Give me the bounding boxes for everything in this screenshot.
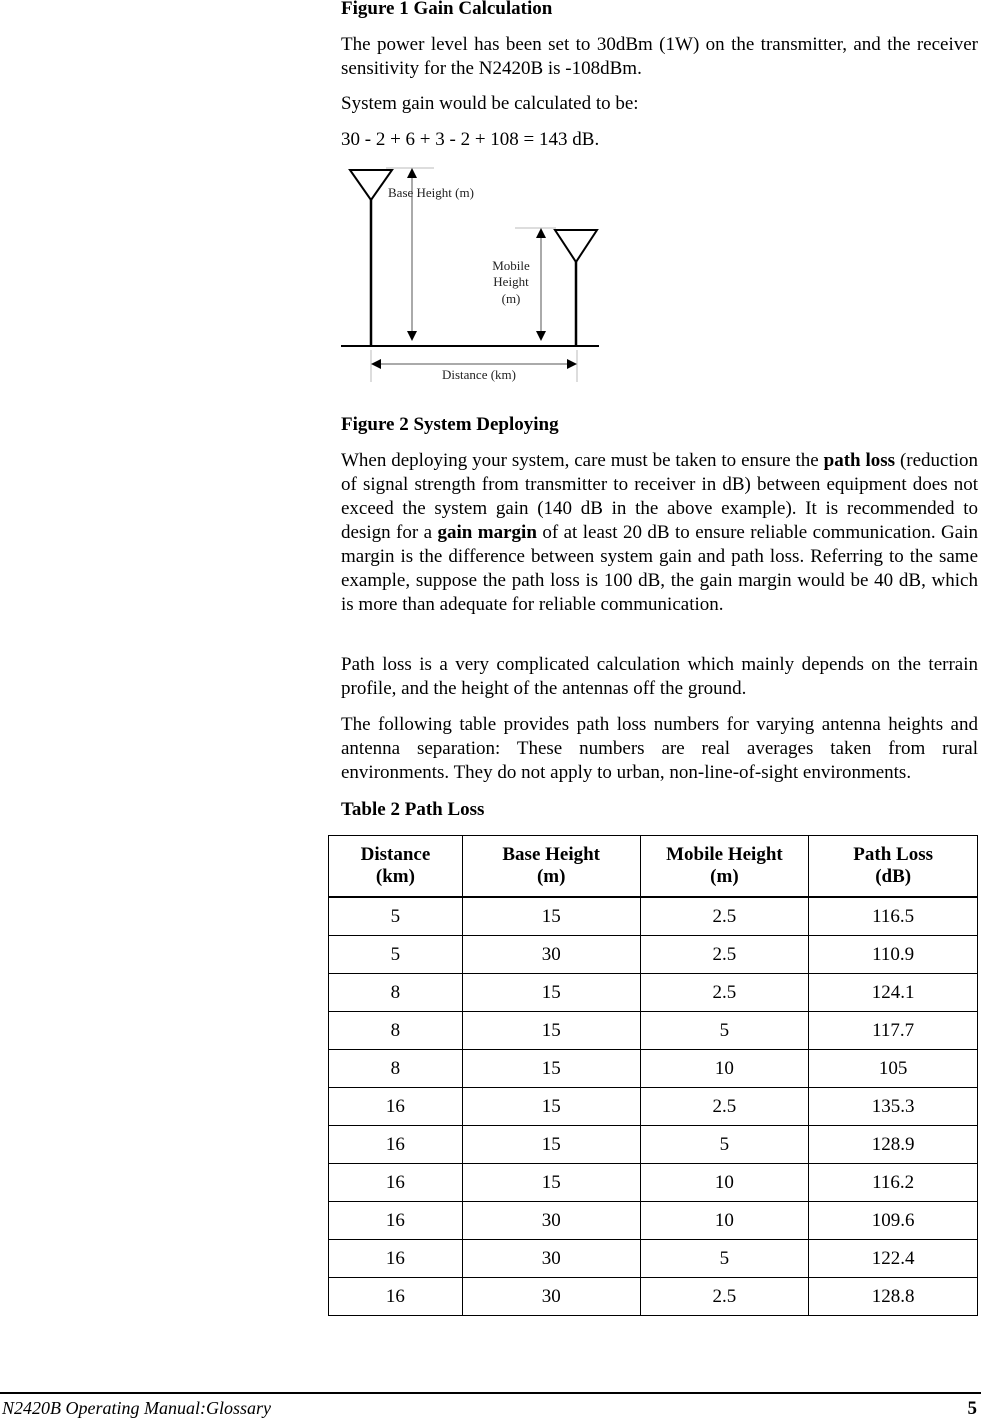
cell-distance: 8 — [329, 1050, 463, 1088]
cell-distance: 16 — [329, 1088, 463, 1126]
path-loss-paragraph — [341, 449, 978, 617]
table-header-row — [329, 836, 978, 898]
system-gain-equation: 30 - 2 + 6 + 3 - 2 + 108 = 143 dB. — [341, 129, 600, 150]
table-row — [329, 1050, 978, 1088]
terrain-paragraph: Path loss is a very complicated calculation which mainly depends on the terrain profile, and the height of the antennas off the ground. — [341, 654, 978, 699]
cell-path-loss: 116.2 — [809, 1164, 978, 1202]
cell-base-height: 15 — [462, 1012, 640, 1050]
table-row — [329, 1202, 978, 1240]
cell-base-height: 15 — [462, 1164, 640, 1202]
cell-base-height: 30 — [462, 936, 640, 974]
gain-margin-term: gain margin — [437, 522, 537, 543]
system-deploying-diagram — [341, 160, 611, 390]
cell-path-loss: 122.4 — [809, 1240, 978, 1278]
cell-distance: 8 — [329, 974, 463, 1012]
cell-distance: 5 — [329, 897, 463, 936]
table-row — [329, 1126, 978, 1164]
cell-mobile-height: 2.5 — [640, 897, 809, 936]
mobile-height-label-line-3: (m) — [501, 291, 521, 306]
cell-mobile-height: 5 — [640, 1126, 809, 1164]
path-loss-text-2: (reduction of signal strength from transmitter to receiver in dB) between equipment does not exceed the system gain (140 dB in the above example). It is recommended to design for a — [341, 450, 979, 543]
cell-base-height: 30 — [462, 1240, 640, 1278]
cell-mobile-height: 10 — [640, 1202, 809, 1240]
header-base-height: Base Height (m) — [462, 836, 640, 898]
table-body — [329, 897, 978, 1316]
cell-path-loss: 135.3 — [809, 1088, 978, 1126]
table-intro-paragraph: The following table provides path loss numbers for varying antenna heights and antenna separation: These numbers are real averages taken from rural environments. They do not apply to urban, non-line-of-sight environments. — [341, 714, 978, 783]
cell-base-height: 15 — [462, 1088, 640, 1126]
figure-1-caption: Figure 1 Gain Calculation — [341, 0, 553, 19]
table-row — [329, 1278, 978, 1316]
path-loss-table — [328, 835, 978, 1316]
cell-base-height: 30 — [462, 1278, 640, 1316]
header-path-loss: Path Loss (dB) — [809, 836, 978, 898]
base-height-label: Base Height (m) — [388, 185, 474, 200]
cell-base-height: 15 — [462, 897, 640, 936]
page-number: 5 — [967, 1398, 977, 1419]
path-loss-term: path loss — [823, 450, 896, 471]
cell-distance: 16 — [329, 1278, 463, 1316]
distance-label: Distance (km) — [441, 367, 517, 382]
cell-mobile-height: 5 — [640, 1240, 809, 1278]
system-gain-intro: System gain would be calculated to be: — [341, 93, 639, 114]
cell-base-height: 15 — [462, 1126, 640, 1164]
footer-divider — [0, 1392, 981, 1394]
path-loss-text-1: When deploying your system, care must be taken to ensure the — [341, 450, 824, 471]
cell-path-loss: 128.9 — [809, 1126, 978, 1164]
cell-path-loss: 105 — [809, 1050, 978, 1088]
cell-mobile-height: 10 — [640, 1050, 809, 1088]
power-level-paragraph: The power level has been set to 30dBm (1W) on the transmitter, and the receiver sensitivity for the N2420B is -108dBm. — [341, 34, 978, 79]
cell-distance: 8 — [329, 1012, 463, 1050]
table-row — [329, 1164, 978, 1202]
cell-distance: 16 — [329, 1126, 463, 1164]
header-distance: Distance (km) — [329, 836, 463, 898]
cell-mobile-height: 2.5 — [640, 1088, 809, 1126]
cell-path-loss: 124.1 — [809, 974, 978, 1012]
cell-mobile-height: 10 — [640, 1164, 809, 1202]
cell-path-loss: 128.8 — [809, 1278, 978, 1316]
header-mobile-height: Mobile Height (m) — [640, 836, 809, 898]
table-row — [329, 1240, 978, 1278]
cell-base-height: 15 — [462, 974, 640, 1012]
mobile-antenna-icon — [555, 230, 597, 346]
cell-distance: 5 — [329, 936, 463, 974]
cell-distance: 16 — [329, 1202, 463, 1240]
footer-document-title: N2420B Operating Manual:Glossary — [2, 1398, 271, 1418]
cell-base-height: 15 — [462, 1050, 640, 1088]
table-2-caption: Table 2 Path Loss — [341, 799, 485, 820]
cell-distance: 16 — [329, 1240, 463, 1278]
cell-distance: 16 — [329, 1164, 463, 1202]
mobile-height-label-line-2: Height — [493, 274, 529, 289]
cell-mobile-height: 2.5 — [640, 936, 809, 974]
cell-path-loss: 116.5 — [809, 897, 978, 936]
cell-mobile-height: 5 — [640, 1012, 809, 1050]
table-header — [329, 836, 978, 898]
cell-path-loss: 109.6 — [809, 1202, 978, 1240]
cell-base-height: 30 — [462, 1202, 640, 1240]
path-loss-text-3: of at least 20 dB to ensure reliable communication. Gain margin is the difference between system gain and path loss. Referring to the same example, suppose the path loss is 100 dB, the gain margin would be 40 dB, which is more than adequate for reliable communication. — [341, 522, 978, 615]
cell-mobile-height: 2.5 — [640, 1278, 809, 1316]
cell-path-loss: 117.7 — [809, 1012, 978, 1050]
table-row — [329, 936, 978, 974]
table-row — [329, 1088, 978, 1126]
table-row — [329, 974, 978, 1012]
mobile-height-label-line-1: Mobile — [492, 258, 530, 273]
table-row — [329, 897, 978, 936]
table-row — [329, 1012, 978, 1050]
cell-mobile-height: 2.5 — [640, 974, 809, 1012]
cell-path-loss: 110.9 — [809, 936, 978, 974]
figure-2-caption: Figure 2 System Deploying — [341, 414, 559, 435]
base-antenna-icon — [350, 170, 392, 346]
